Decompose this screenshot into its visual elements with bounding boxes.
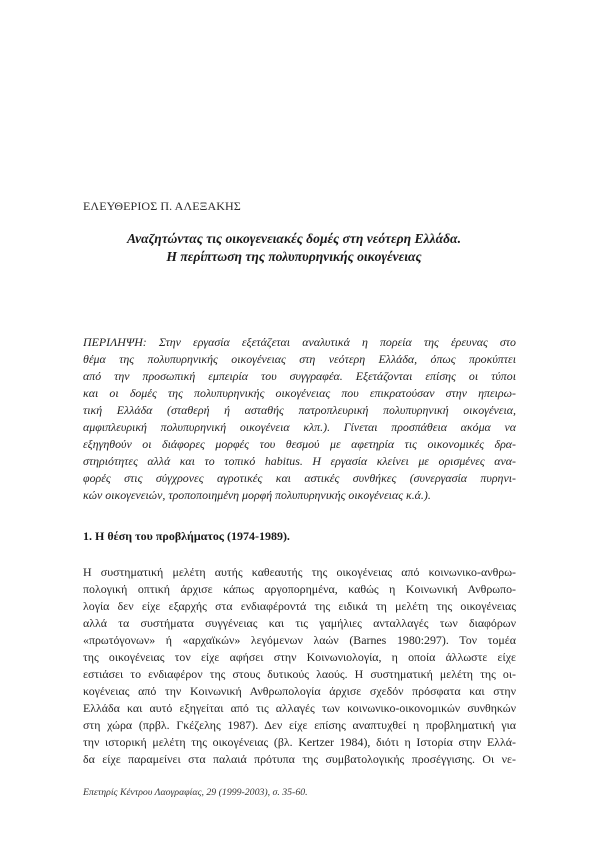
- abstract-line: κών οικογενειών, τροποποιημένη μορφή πολυπυρηνικής οικογένειας κ.ά.).: [83, 488, 431, 502]
- body-line: αλλά τα συστήματα συγγένειας και τις γαμήλιες ανταλλαγές των διαφόρων: [83, 616, 516, 630]
- body-line: εστιάσει το ενδιαφέρον της στους δυτικούς λαούς. Η συστηματική μελέτη της οι-: [83, 667, 516, 681]
- body-line: λογία δεν είχε εξαρχής στα ενδιαφέροντά της ειδικά τη μελέτη της οικογένειας: [83, 599, 516, 613]
- abstract-line: αμφιπλευρική πολυπυρηνική οικογένεια κλπ.). Γίνεται προσπάθεια ακόμα να: [83, 420, 516, 434]
- abstract-line: από την προσωπική εμπειρία του συγγραφέα. Εξετάζονται επίσης οι τύποι: [83, 369, 516, 383]
- body-line: στη χώρα (πρβλ. Γκέζελης 1987). Δεν είχε επίσης αναπτυχθεί η προβληματική για: [83, 718, 516, 732]
- body-line: κογένειας από την Κοινωνική Ανθρωπολογία άρχισε σχεδόν πρόσφατα και στην: [83, 684, 516, 698]
- body-line: δα είχε παραμείνει στα παλαιά πρότυπα της συμβατολογικής προσέγγισης. Οι νε-: [83, 752, 516, 766]
- author-name: ΕΛΕΥΘΕΡΙΟΣ Π. ΑΛΕΞΑΚΗΣ: [83, 199, 241, 213]
- body-line: την ιστορική μελέτη της οικογένειας (βλ. Kertzer 1984), διότι η Ιστορία στην Ελλά-: [83, 735, 516, 749]
- abstract-line: ΠΕΡΙΛΗΨΗ: Στην εργασία εξετάζεται αναλυτικά η πορεία της έρευνας στο: [83, 335, 516, 349]
- body-line: Η συστηματική μελέτη αυτής καθεαυτής της οικογένειας από κοινωνικο-ανθρω-: [83, 565, 516, 579]
- abstract-line: και οι δομές της πολυπυρηνικής οικογένειας που επικρατούσαν στην ηπειρω-: [83, 386, 516, 400]
- article-title-line-1: Αναζητώντας τις οικογενειακές δομές στη νεότερη Ελλάδα.: [127, 231, 461, 246]
- abstract-line: θέμα της πολυπυρηνικής οικογένειας στη νεότερη Ελλάδα, όπως προκύπτει: [83, 352, 516, 366]
- body-line: της οικογένειας τον είχε αφήσει στην Κοινωνιολογία, η οποία άλλωστε είχε: [83, 650, 516, 664]
- body-line: πολογική οπτική άρχισε κάπως αργοπορημένα, καθώς η Κοινωνική Ανθρωπο-: [83, 582, 516, 596]
- abstract-line: στηριότητες αλλά και το τοπικό habitus. Η εργασία κλείνει με ορισμένες ανα-: [83, 454, 516, 468]
- abstract-line: τική Ελλάδα (σταθερή ή ασταθής πατροπλευρική πολυπυρηνική οικογένεια,: [83, 403, 516, 417]
- abstract-line: εξηγηθούν οι διάφορες μορφές του θεσμού με αφετηρία τις οικονομικές δρα-: [83, 437, 516, 451]
- abstract-line: φορές στις σύγχρονες αγροτικές και αστικές συνθήκες (συνεργασία πυρηνι-: [83, 471, 516, 485]
- article-title-line-2: Η περίπτωση της πολυπυρηνικής οικογένειας: [166, 249, 422, 264]
- section-heading: 1. Η θέση του προβλήματος (1974-1989).: [83, 529, 290, 543]
- body-line: «πρωτόγονων» ή «αρχαϊκών» λεγόμενων λαών (Barnes 1980:297). Τον τομέα: [83, 633, 516, 647]
- journal-citation: Επετηρίς Κέντρου Λαογραφίας, 29 (1999-2003), σ. 35-60.: [83, 787, 308, 798]
- body-line: Ελλάδα και αυτό εξηγείται από τις αλλαγές των κοινωνικο-οικονομικών συνθηκών: [83, 701, 516, 715]
